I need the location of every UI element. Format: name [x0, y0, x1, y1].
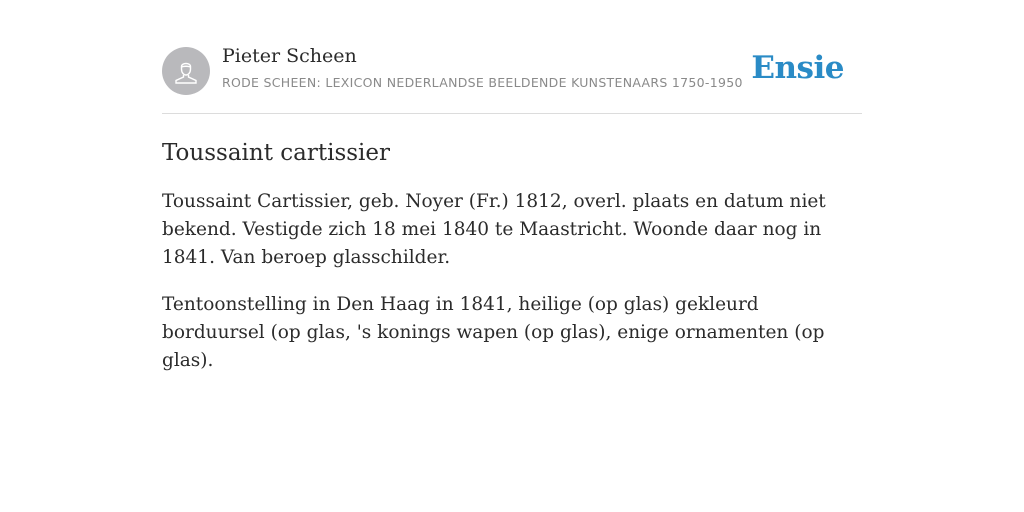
author-name[interactable]: Pieter Scheen — [222, 45, 357, 67]
ensie-logo[interactable]: Ensie — [751, 50, 844, 86]
article-paragraph: Tentoonstelling in Den Haag in 1841, heilige (op glas) gekleurd borduursel (op glas, 's konings wapen (op glas), enige ornamenten (op glas). — [162, 294, 825, 371]
article-card — [162, 0, 862, 375]
avatar — [162, 47, 210, 95]
user-icon — [171, 56, 201, 86]
article-header — [162, 0, 862, 114]
page-title: Toussaint cartissier — [162, 140, 391, 166]
source-title[interactable]: RODE SCHEEN: LEXICON NEDERLANDSE BEELDENDE KUNSTENAARS 1750-1950 — [222, 75, 743, 90]
article-paragraph: Toussaint Cartissier, geb. Noyer (Fr.) 1812, overl. plaats en datum niet bekend. Vestigde zich 18 mei 1840 te Maastricht. Woonde daar nog in 1841. Van beroep glasschilder. — [162, 191, 826, 268]
